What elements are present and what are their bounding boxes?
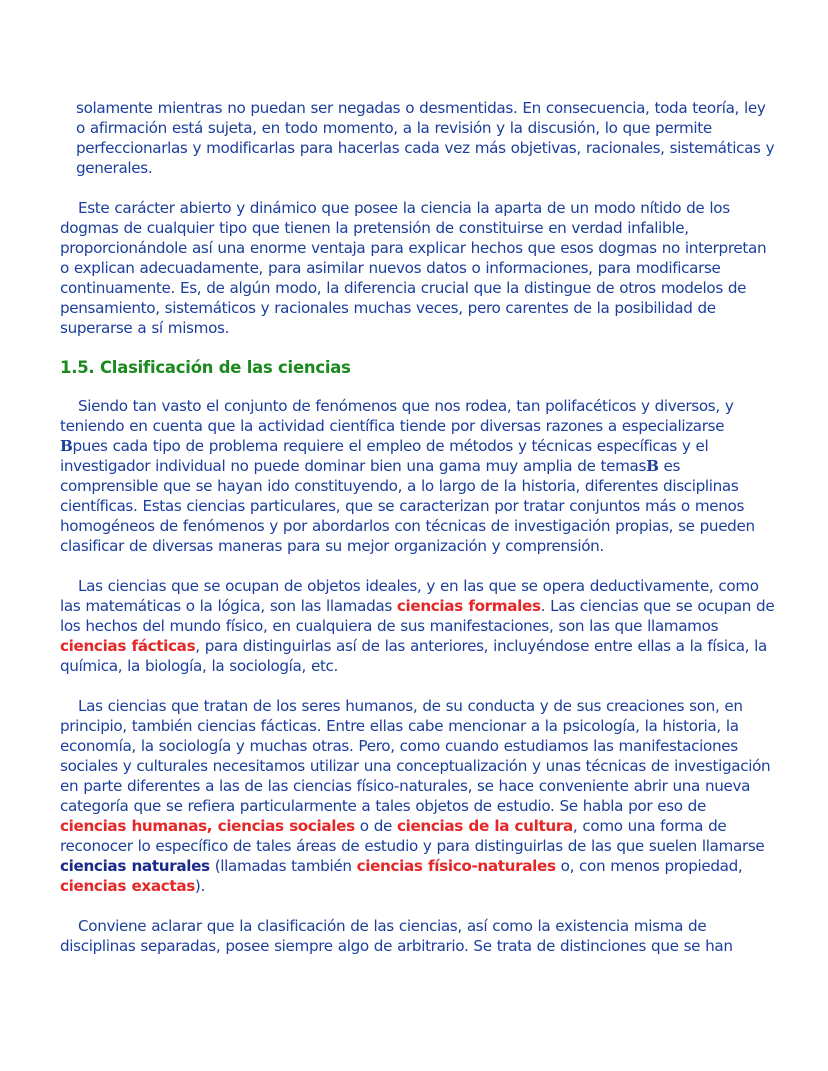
text-run: Siendo tan vasto el conjunto de fenómenos que nos rodea, tan polifacéticos y diversos, y teniendo en cuenta que la actividad científica tiende por diversas razones a especializarse	[60, 397, 734, 435]
paragraph-formal-factual	[60, 576, 776, 676]
paragraph-continuation: solamente mientras no puedan ser negadas o desmentidas. En consecuencia, toda teoría, ley o afirmación está sujeta, en todo momento, a la revisión y la discusión, lo que permite perfeccionarlas y modificarlas para hacerlas cada vez más objetivas, racionales, sistemáticas y generales.	[76, 99, 775, 177]
term-ciencias-naturales: ciencias naturales	[60, 857, 210, 875]
text-run: o de	[354, 817, 397, 835]
text-run: Las ciencias que se ocupan de objetos ideales, y en las que se opera deductivamente, como las matemáticas o la lógica, son las llamadas	[60, 577, 759, 615]
text-run: Las ciencias que tratan de los seres humanos, de su conducta y de sus creaciones son, en principio, también ciencias fácticas. Entre ellas cabe mencionar a la psicología, la historia, la economía, la sociología y muchas otras. Pero, como cuando estudiamos las manifestaciones sociales y culturales necesitamos utilizar una conceptualización y unas técnicas de investigación en parte diferentes a las de las ciencias físico-naturales, se hace conveniente abrir una nueva categoría que se refiera particularmente a tales objetos de estudio. Se habla por eso de	[60, 697, 771, 815]
term-ciencias-formales: ciencias formales	[396, 597, 541, 615]
paragraph-classification-arbitrary: Conviene aclarar que la clasificación de las ciencias, así como la existencia misma de disciplinas separadas, posee siempre algo de arbitrario. Se trata de distinciones que se han	[60, 917, 733, 955]
term-ciencias-humanas-sociales: ciencias humanas, ciencias sociales	[60, 817, 355, 835]
term-ciencias-facticas: ciencias fácticas	[60, 637, 196, 655]
text-run: o, con menos propiedad,	[555, 857, 743, 875]
text-run: es comprensible que se hayan ido constituyendo, a lo largo de la historia, diferentes disciplinas científicas. Estas ciencias particulares, que se caracterizan por tratar conjuntos más o menos homogéneos de fenómenos y por abordarlos con técnicas de investigación propias, se pueden clasificar de diversas maneras para su mejor organización y comprensión.	[60, 457, 755, 555]
paragraph-specialization	[60, 396, 776, 556]
text-run: , para distinguirlas así de las anteriores, incluyéndose entre ellas a la física, la química, la biología, la sociología, etc.	[60, 637, 767, 675]
text-run: . Las ciencias que se ocupan de los hechos del mundo físico, en cualquiera de sus manifestaciones, son las que llamamos	[60, 597, 775, 635]
paragraph-open-character: Este carácter abierto y dinámico que posee la ciencia la aparta de un modo nítido de los dogmas de cualquier tipo que tienen la pretensión de constituirse en verdad infalible, proporcionándole así una enorme ventaja para explicar hechos que esos dogmas no interpretan o explican adecuadamente, para asimilar nuevos datos o informaciones, para modificarse continuamente. Es, de algún modo, la diferencia crucial que la distingue de otros modelos de pensamiento, sistemáticos y racionales muchas veces, pero carentes de la posibilidad de superarse a sí mismos.	[60, 199, 767, 337]
text-run: pues cada tipo de problema requiere el empleo de métodos y técnicas específicas y el investigador individual no puede dominar bien una gama muy amplia de temas	[60, 437, 709, 475]
text-run: ).	[194, 877, 205, 895]
term-ciencias-exactas: ciencias exactas	[60, 877, 195, 895]
text-run: (llamadas también	[209, 857, 357, 875]
paragraph-human-sciences	[60, 696, 776, 896]
term-ciencias-fisico-naturales: ciencias físico-naturales	[356, 857, 556, 875]
em-dash-glyph: B	[646, 457, 659, 475]
text-run: , como una forma de reconocer lo específico de tales áreas de estudio y para distinguirlas de las que suelen llamarse	[60, 817, 765, 855]
section-heading: 1.5. Clasificación de las ciencias	[60, 358, 351, 377]
term-ciencias-de-la-cultura: ciencias de la cultura	[396, 817, 573, 835]
em-dash-glyph: B	[60, 437, 73, 455]
